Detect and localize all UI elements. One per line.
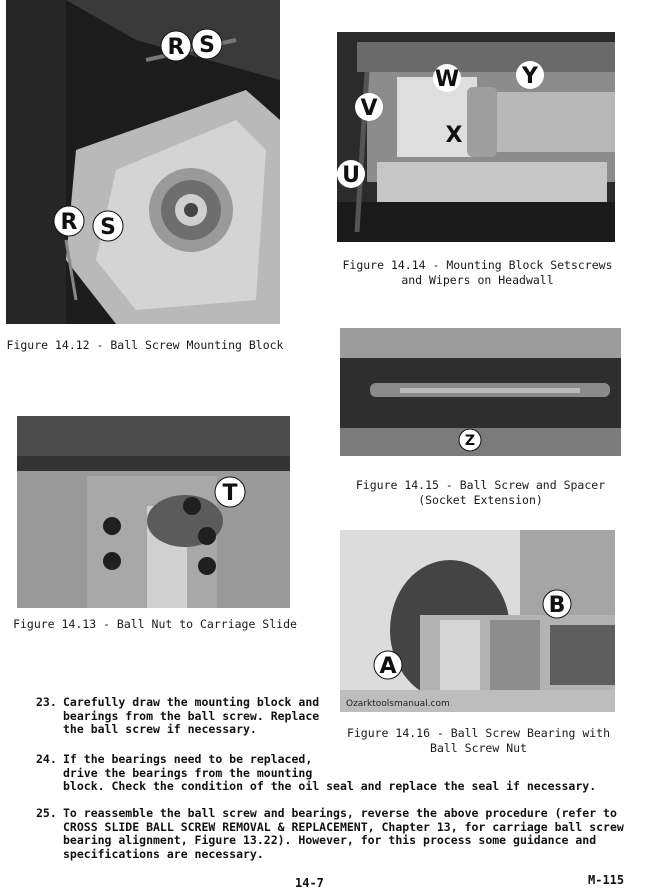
step-25-text: To reassemble the ball screw and bearings, reverse the above procedure (refer to CROSS SLIDE BALL SCREW REMOVAL & REPLACEMENT, Chapter 13, for carriage ball screw bearing alignment, Figure 13.22). However, for this process some guidance and specifications are necessary. xyxy=(63,806,624,861)
step-24-text: If the bearings need to be replaced, drive the bearings from the mounting block. Check the condition of the oil seal and replace the seal if necessary. xyxy=(63,752,597,793)
step-24 xyxy=(36,753,636,797)
manual-code: M-115 xyxy=(588,873,625,887)
figure-14-15-photo xyxy=(340,328,621,456)
callout-w-label: W xyxy=(434,67,460,92)
callout-u-label: U xyxy=(342,163,360,188)
step-25-number: 25. xyxy=(36,806,57,820)
callout-y-label: Y xyxy=(522,64,538,89)
step-23-text: Carefully draw the mounting block and bearings from the ball screw. Replace the ball screw if necessary. xyxy=(63,695,320,736)
figure-14-12-caption: Figure 14.12 - Ball Screw Mounting Block xyxy=(6,338,284,352)
callout-r-lower-label: R xyxy=(60,210,78,235)
callout-z-label: Z xyxy=(464,433,476,449)
figure-14-14-photo xyxy=(337,32,615,242)
figure-14-12-photo xyxy=(6,0,280,324)
callout-b-label: B xyxy=(548,593,566,618)
step-25 xyxy=(36,807,646,865)
callout-t-label: T xyxy=(222,481,238,506)
callout-s-lower-label: S xyxy=(100,215,116,240)
figure-14-16-caption: Figure 14.16 - Ball Screw Bearing with Ball Screw Nut xyxy=(346,726,611,755)
step-23-number: 23. xyxy=(36,695,57,709)
figure-14-13-caption: Figure 14.13 - Ball Nut to Carriage Slide xyxy=(13,617,297,631)
callout-s-upper-label: S xyxy=(199,33,215,58)
callout-v-label: V xyxy=(360,96,378,121)
figure-14-14-caption: Figure 14.14 - Mounting Block Setscrews and Wipers on Headwall xyxy=(342,258,613,287)
watermark-text: Ozarktoolsmanual.com xyxy=(346,699,450,709)
callout-x-label: X xyxy=(445,123,463,148)
page-number: 14-7 xyxy=(295,876,324,890)
step-23 xyxy=(36,696,336,740)
callout-r-upper-label: R xyxy=(167,35,185,60)
callout-a-label: A xyxy=(379,654,397,679)
figure-14-16-photo xyxy=(340,530,615,712)
figure-14-15-caption: Figure 14.15 - Ball Screw and Spacer (Socket Extension) xyxy=(355,478,606,507)
step-24-number: 24. xyxy=(36,752,57,766)
figure-14-13-photo xyxy=(17,416,290,608)
